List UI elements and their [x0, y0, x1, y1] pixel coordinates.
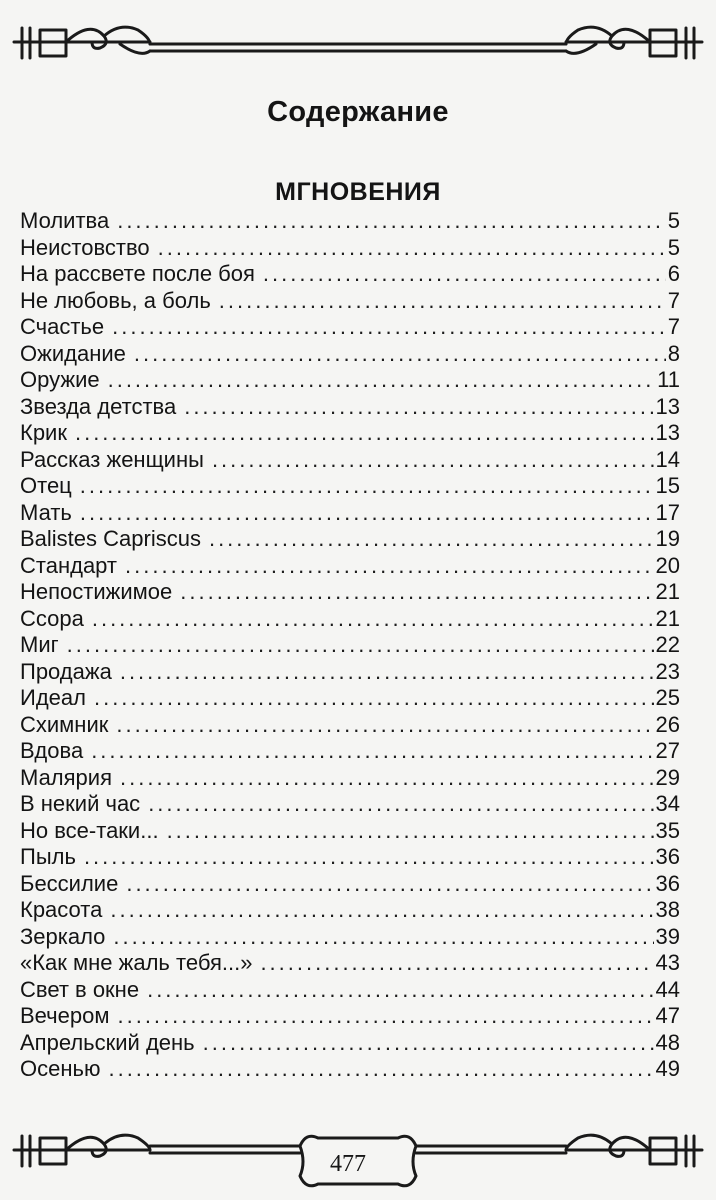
toc-entry-title: Зеркало — [20, 923, 106, 949]
toc-entry — [20, 420, 680, 447]
dot-leader — [134, 341, 666, 368]
page-title: Содержание — [267, 96, 449, 128]
toc-entry-page: 5 — [667, 208, 680, 233]
toc-entry — [20, 818, 680, 845]
toc-entry — [20, 579, 680, 606]
dot-leader — [84, 844, 654, 871]
dot-leader — [117, 208, 666, 235]
toc-entry-title: Вечером — [20, 1003, 110, 1028]
toc-entry-page: 7 — [667, 287, 680, 313]
toc-entry-title: Отец — [20, 473, 72, 498]
toc-entry-page: 23 — [655, 658, 680, 684]
toc-entry-title: Вдова — [20, 738, 84, 763]
dot-leader — [80, 500, 654, 527]
toc-entry-page: 21 — [655, 579, 680, 604]
toc-entry — [20, 950, 680, 977]
dot-leader — [158, 235, 666, 262]
dot-leader — [67, 632, 654, 659]
toc-entry-page: 39 — [655, 923, 680, 949]
toc-entry — [20, 341, 680, 368]
toc-entry — [20, 606, 680, 633]
toc-entry-page: 21 — [655, 605, 680, 631]
dot-leader — [184, 394, 653, 421]
toc-entry-page: 15 — [655, 473, 680, 498]
toc-entry-page: 36 — [655, 870, 680, 896]
toc-entry — [20, 261, 680, 288]
toc-entry — [20, 924, 680, 951]
toc-entry-page: 5 — [667, 234, 680, 260]
toc-entry-page: 8 — [667, 340, 680, 366]
toc-entry-page: 11 — [657, 367, 680, 392]
toc-entry-page: 19 — [655, 526, 680, 551]
dot-leader — [108, 367, 656, 394]
toc-entry-title: Рассказ женщины — [20, 446, 204, 472]
top-ornament-border — [0, 0, 716, 90]
toc-entry — [20, 314, 680, 341]
toc-entry-title: Осенью — [20, 1056, 101, 1081]
toc-entry-title: Пыль — [20, 844, 76, 869]
toc-entry-title: Мать — [20, 499, 72, 525]
toc-entry-page: 27 — [655, 738, 680, 763]
dot-leader — [92, 606, 654, 633]
toc-entry — [20, 288, 680, 315]
dot-leader — [91, 738, 653, 765]
dot-leader — [80, 473, 654, 500]
dot-leader — [117, 1003, 653, 1030]
toc-entry-title: Красота — [20, 897, 103, 922]
toc-entry-page: 29 — [655, 764, 680, 790]
toc-entry-title: Молитва — [20, 208, 110, 233]
toc-entry-title: Неистовство — [20, 234, 150, 260]
toc-entry — [20, 738, 680, 765]
toc-entry-title: Крик — [20, 420, 67, 445]
toc-entry — [20, 765, 680, 792]
toc-entry — [20, 791, 680, 818]
toc-entry — [20, 1003, 680, 1030]
dot-leader — [113, 924, 653, 951]
toc-entry — [20, 526, 680, 553]
toc-entry-page: 34 — [655, 791, 680, 816]
toc-entry — [20, 897, 680, 924]
dot-leader — [209, 526, 654, 553]
toc-entry — [20, 844, 680, 871]
toc-entry-page: 43 — [655, 950, 680, 975]
table-of-contents — [20, 208, 680, 1083]
toc-entry — [20, 1056, 680, 1083]
toc-entry — [20, 208, 680, 235]
toc-entry — [20, 235, 680, 262]
toc-entry — [20, 394, 680, 421]
toc-entry-page: 48 — [655, 1029, 680, 1055]
dot-leader — [147, 977, 653, 1004]
toc-entry — [20, 712, 680, 739]
toc-entry — [20, 871, 680, 898]
toc-entry-title: Оружие — [20, 367, 100, 392]
toc-entry — [20, 447, 680, 474]
toc-entry-title: Звезда детства — [20, 393, 177, 419]
dot-leader — [148, 791, 653, 818]
dot-leader — [263, 261, 666, 288]
toc-entry-title: Бессилие — [20, 870, 119, 896]
toc-entry — [20, 473, 680, 500]
toc-entry — [20, 553, 680, 580]
toc-entry-title: Но все-таки... — [20, 817, 159, 843]
section-heading: МГНОВЕНИЯ — [275, 178, 441, 206]
dot-leader — [94, 685, 654, 712]
toc-entry — [20, 685, 680, 712]
toc-entry-page: 20 — [655, 552, 680, 578]
toc-entry-title: Счастье — [20, 314, 105, 339]
dot-leader — [116, 712, 653, 739]
toc-entry — [20, 367, 680, 394]
dot-leader — [260, 950, 653, 977]
toc-entry-title: На рассвете после боя — [20, 261, 255, 286]
toc-entry-page: 47 — [655, 1003, 680, 1028]
toc-entry-page: 38 — [655, 897, 680, 922]
toc-entry-page: 17 — [655, 499, 680, 525]
toc-entry-title: Непостижимое — [20, 579, 173, 604]
dot-leader — [120, 659, 654, 686]
dot-leader — [120, 765, 654, 792]
toc-entry-page: 22 — [655, 632, 680, 657]
dot-leader — [203, 1030, 654, 1057]
toc-entry-title: «Как мне жаль тебя...» — [20, 950, 253, 975]
toc-entry-title: Миг — [20, 632, 59, 657]
toc-entry-page: 25 — [655, 685, 680, 710]
toc-entry-page: 26 — [655, 711, 680, 737]
dot-leader — [110, 897, 653, 924]
dot-leader — [212, 447, 654, 474]
dot-leader — [125, 553, 654, 580]
toc-entry-title: Свет в окне — [20, 976, 140, 1002]
page-number: 477 — [330, 1151, 366, 1177]
toc-entry-title: Balistes Capriscus — [20, 526, 201, 551]
toc-entry-page: 35 — [655, 817, 680, 843]
dot-leader — [219, 288, 666, 315]
toc-entry-title: Апрельский день — [20, 1029, 195, 1055]
toc-entry-title: Ссора — [20, 605, 84, 631]
toc-entry-title: Продажа — [20, 658, 112, 684]
toc-entry — [20, 632, 680, 659]
toc-entry-page: 14 — [655, 446, 680, 472]
toc-entry — [20, 500, 680, 527]
dot-leader — [112, 314, 666, 341]
toc-entry — [20, 1030, 680, 1057]
toc-entry — [20, 977, 680, 1004]
dot-leader — [167, 818, 654, 845]
toc-entry-page: 6 — [667, 261, 680, 286]
toc-entry-page: 13 — [655, 420, 680, 445]
toc-entry-title: Стандарт — [20, 552, 118, 578]
toc-entry-page: 7 — [667, 314, 680, 339]
toc-entry-title: Не любовь, а боль — [20, 287, 211, 313]
toc-entry-title: Малярия — [20, 764, 112, 790]
toc-entry-title: Ожидание — [20, 340, 126, 366]
toc-entry-page: 13 — [655, 393, 680, 419]
toc-entry-page: 49 — [655, 1056, 680, 1081]
toc-entry-page: 36 — [655, 844, 680, 869]
toc-entry-page: 44 — [655, 976, 680, 1002]
toc-entry-title: В некий час — [20, 791, 141, 816]
dot-leader — [180, 579, 653, 606]
toc-entry-title: Идеал — [20, 685, 86, 710]
dot-leader — [126, 871, 653, 898]
toc-entry — [20, 659, 680, 686]
toc-entry-title: Схимник — [20, 711, 109, 737]
dot-leader — [108, 1056, 653, 1083]
dot-leader — [75, 420, 654, 447]
